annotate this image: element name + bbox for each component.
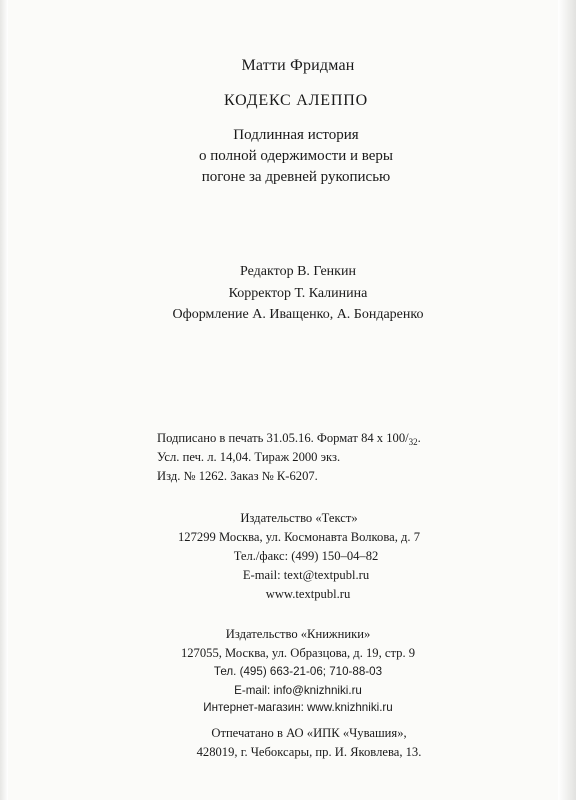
credit-editor: Редактор В. Генкин — [240, 264, 356, 279]
imprint-order: Изд. № 1262. Заказ № К-6207. — [157, 469, 318, 483]
publisher-knizhniki-phone: Тел. (495) 663-21-06; 710-88-03 — [213, 665, 383, 678]
publisher-text-website: www.textpubl.ru — [265, 587, 351, 601]
imprint-format-denominator: 32 — [408, 437, 418, 447]
publisher-text-email: E-mail: text@textpubl.ru — [242, 568, 370, 582]
credit-proofreader: Корректор Т. Калинина — [228, 286, 368, 301]
printer-line-2: 428019, г. Чебоксары, пр. И. Яковлева, 13. — [196, 745, 422, 759]
credit-design: Оформление А. Иващенко, А. Бондаренко — [172, 307, 424, 322]
publisher-text-phone: Тел./факс: (499) 150–04–82 — [233, 549, 379, 563]
publisher-text-address: 127299 Москва, ул. Космонавта Волкова, д. 7 — [178, 530, 420, 544]
imprint-signed — [157, 432, 421, 447]
author-name: Матти Фридман — [241, 57, 355, 74]
page-right-edge — [558, 0, 576, 800]
book-page — [8, 0, 558, 800]
subtitle-line-2: о полной одержимости и веры — [199, 148, 393, 164]
page-left-edge — [0, 0, 8, 800]
subtitle-line-1: Подлинная история — [233, 127, 359, 143]
printer-line-1: Отпечатано в АО «ИПК «Чувашия», — [211, 726, 407, 740]
subtitle-line-3: погоне за древней рукописью — [201, 169, 391, 185]
publisher-knizhniki-address: 127055, Москва, ул. Образцова, д. 19, стр. 9 — [180, 646, 416, 660]
publisher-knizhniki-name: Издательство «Книжники» — [225, 627, 371, 641]
publisher-text-name: Издательство «Текст» — [240, 511, 358, 525]
book-title: КОДЕКС АЛЕППО — [224, 92, 368, 109]
imprint-sheets: Усл. печ. л. 14,04. Тираж 2000 экз. — [157, 450, 341, 464]
imprint-signed-text: Подписано в печать 31.05.16. Формат 84 х 100/ — [157, 431, 409, 445]
publisher-knizhniki-shop: Интернет-магазин: www.knizhniki.ru — [203, 701, 393, 714]
imprint-format-tail: . — [417, 431, 421, 445]
publisher-knizhniki-email: E-mail: info@knizhniki.ru — [234, 684, 362, 697]
